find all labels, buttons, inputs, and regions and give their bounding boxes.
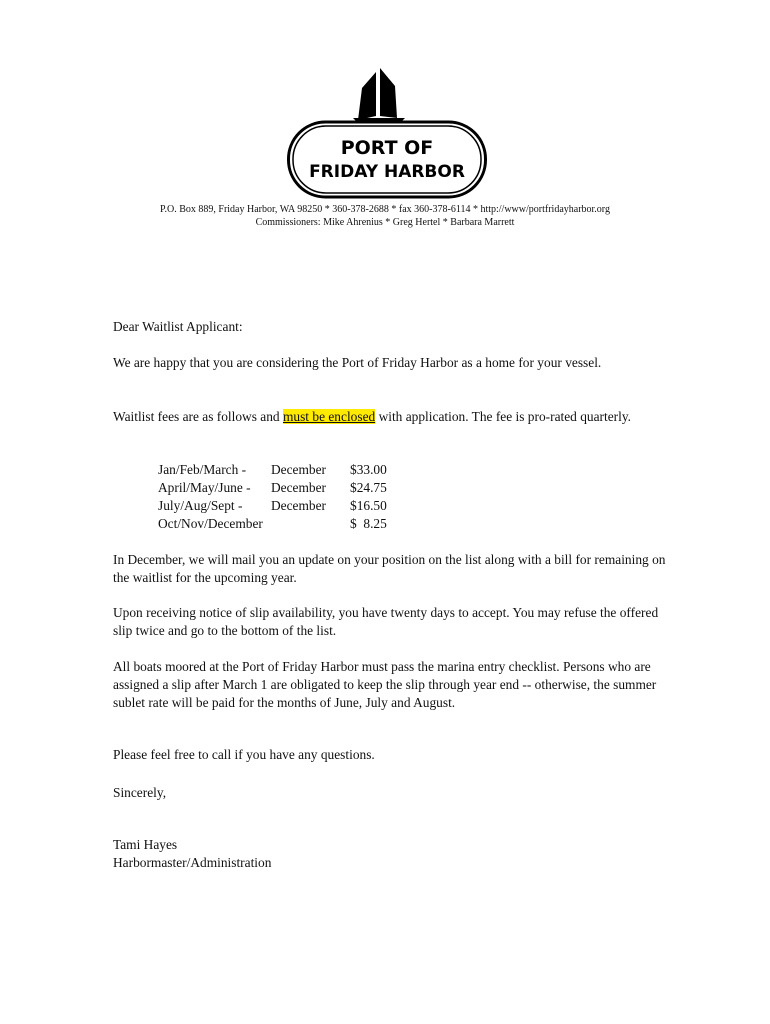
fee-row (158, 497, 410, 515)
fee-through: December (271, 498, 327, 513)
fee-row (158, 461, 410, 479)
fee-through: December (271, 480, 327, 495)
salutation: Dear Waitlist Applicant: (113, 319, 243, 334)
signer-title: Harbormaster/Administration (113, 855, 272, 870)
fee-period: Jan/Feb/March - (158, 462, 247, 477)
letterhead-address: P.O. Box 889, Friday Harbor, WA 98250 * 360-378-2688 * fax 360-378-6114 * http://www/portfridayharbor.org (160, 204, 610, 215)
fee-period: Oct/Nov/December (158, 516, 263, 531)
fee-through: December (271, 462, 327, 477)
fee-amount: $33.00 (350, 462, 387, 477)
closing: Sincerely, (113, 785, 167, 800)
paragraph-marina-checklist: All boats moored at the Port of Friday Harbor must pass the marina entry checklist. Persons who are assigned a slip after March 1 are obligated to keep the slip through year end -- otherwise, the summer sublet rate will be paid for the months of June, July and August. (113, 659, 657, 710)
letterhead-commissioners: Commissioners: Mike Ahrenius * Greg Hertel * Barbara Marrett (255, 217, 515, 228)
fee-schedule (158, 461, 410, 533)
fees-text-before: Waitlist fees are as follows and (113, 409, 283, 424)
fee-row (158, 479, 410, 497)
sailboat-icon (353, 68, 405, 122)
fees-text-after: with application. The fee is pro-rated quarterly. (375, 409, 632, 424)
port-logo (287, 66, 487, 200)
paragraph-slip-availability: Upon receiving notice of slip availability, you have twenty days to accept. You may refuse the offered slip twice and go to the bottom of the list. (113, 605, 659, 638)
fee-period: July/Aug/Sept - (158, 498, 243, 513)
fee-period: April/May/June - (158, 480, 251, 495)
fee-amount: $ 8.25 (350, 516, 387, 531)
paragraph-fees (113, 408, 673, 426)
paragraph-questions: Please feel free to call if you have any questions. (113, 747, 375, 762)
logo-line2: FRIDAY HARBOR (309, 162, 465, 182)
signer-name: Tami Hayes (113, 837, 178, 852)
paragraph-intro: We are happy that you are considering the Port of Friday Harbor as a home for your vessel. (113, 355, 602, 370)
highlighted-text: must be enclosed (282, 409, 376, 424)
fee-amount: $24.75 (350, 480, 387, 495)
paragraph-december-update: In December, we will mail you an update on your position on the list along with a bill for remaining on the waitlist for the upcoming year. (113, 552, 666, 585)
logo-line1: PORT OF (340, 137, 434, 159)
fee-amount: $16.50 (350, 498, 387, 513)
fee-row (158, 515, 410, 533)
